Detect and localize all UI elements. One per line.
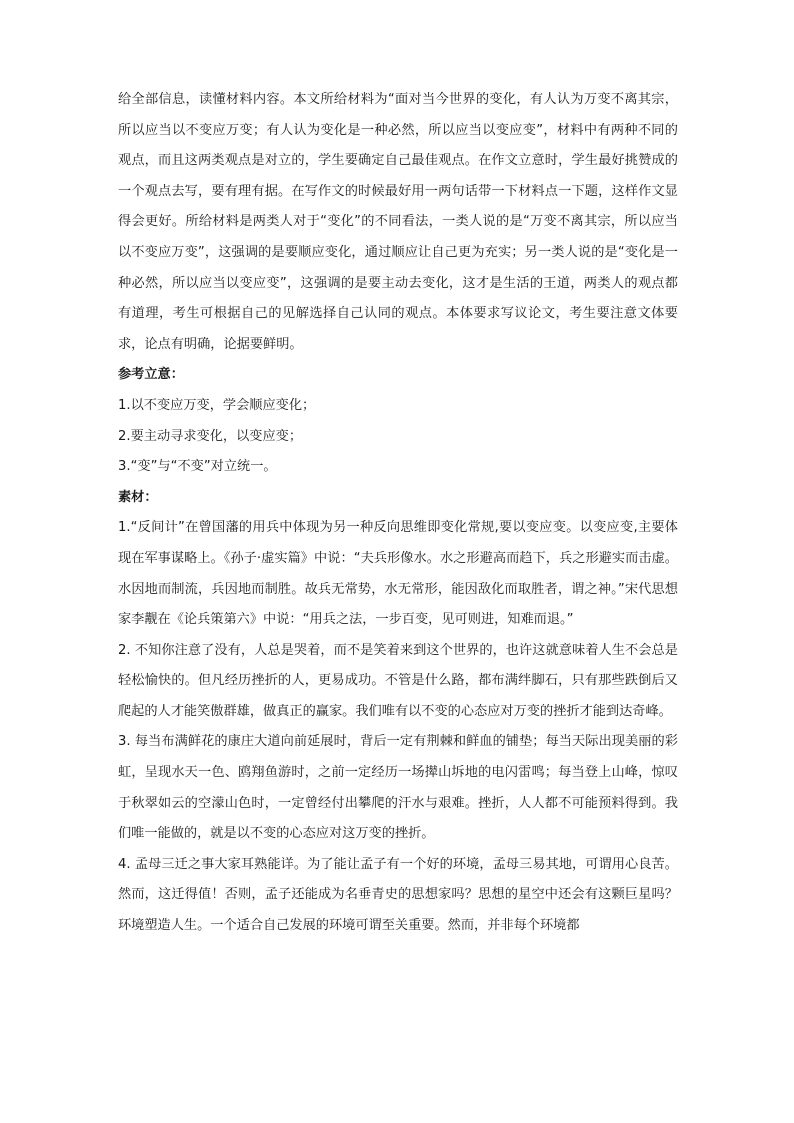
material-paragraph: 4. 孟母三迁之事大家耳熟能详。为了能让孟子有一个好的环境，孟母三易其地，可谓用心良苦。然而，这迁得值！否则，孟子还能成为名垂青史的思想家吗？思想的星空中还会有这颗巨星吗？环境塑造人生。一个适合自己发展的环境可谓至关重要。然而，并非每个环境都: [118, 856, 678, 934]
material-paragraph: 1.“反间计”在曾国藩的用兵中体现为另一种反向思维即变化常规,要以变应变。以变应变,主要体现在军事谋略上。《孙子·虚实篇》中说：“夫兵形像水。水之形避高而趋下，兵之形避实而击虚。水因地而制流，兵因地而制胜。故兵无常势，水无常形，能因敌化而取胜者，谓之神。”宋代思想家李觏在《论兵策第六》中说：“用兵之法，一步百变，见可则进，知难而退。”: [118, 520, 678, 628]
reference-heading: 参考立意：: [118, 367, 184, 383]
reference-point: 2.要主动寻求变化，以变应变；: [118, 428, 303, 444]
reference-point: 1.以不变应万变，学会顺应变化；: [118, 397, 316, 413]
analysis-paragraph: 给全部信息，读懂材料内容。本文所给材料为“面对当今世界的变化，有人认为万变不离其宗，所以应当以不变应万变；有人认为变化是一种必然，所以应当以变应变”，材料中有两种不同的观点，而且这两类观点是对立的，学生要确定自己最佳观点。在作文立意时，学生最好挑赞成的一个观点去写，要有理有据。在写作文的时候最好用一两句话带一下材料点一下题，这样作文显得会更好。所给材料是两类人对于“变化”的不同看法，一类人说的是“万变不离其宗，所以应当以不变应万变”，这强调的是要顺应变化，通过顺应让自己更为充实；另一类人说的是“变化是一种必然，所以应当以变应变”，这强调的是要主动去变化，这才是生活的王道，两类人的观点都有道理，考生可根据自己的见解选择自己认同的观点。本体要求写议论文，考生要注意文体要求，论点有明确，论据要鲜明。: [118, 92, 678, 352]
material-paragraph: 2. 不知你注意了没有，人总是哭着，而不是笑着来到这个世界的，也许这就意味着人生不会总是轻松愉快的。但凡经历挫折的人，更易成功。不管是什么路，都布满绊脚石，只有那些跌倒后又爬起的人才能笑傲群雄，做真正的赢家。我们唯有以不变的心态应对万变的挫折才能到达奇峰。: [118, 642, 678, 719]
document-page: [118, 85, 678, 942]
reference-point: 3.“变”与“不变”对立统一。: [118, 459, 277, 475]
material-paragraph: 3. 每当布满鲜花的康庄大道向前延展时，背后一定有荆棘和鲜血的铺垫；每当天际出现美丽的彩虹，呈现水天一色、鸥翔鱼游时，之前一定经历一场撵山坼地的电闪雷鸣；每当登上山峰，惊叹于秋翠如云的空濛山色时，一定曾经付出攀爬的汗水与艰难。挫折，人人都不可能预料得到。我们唯一能做的，就是以不变的心态应对这万变的挫折。: [118, 734, 678, 842]
materials-heading: 素材：: [118, 489, 158, 505]
